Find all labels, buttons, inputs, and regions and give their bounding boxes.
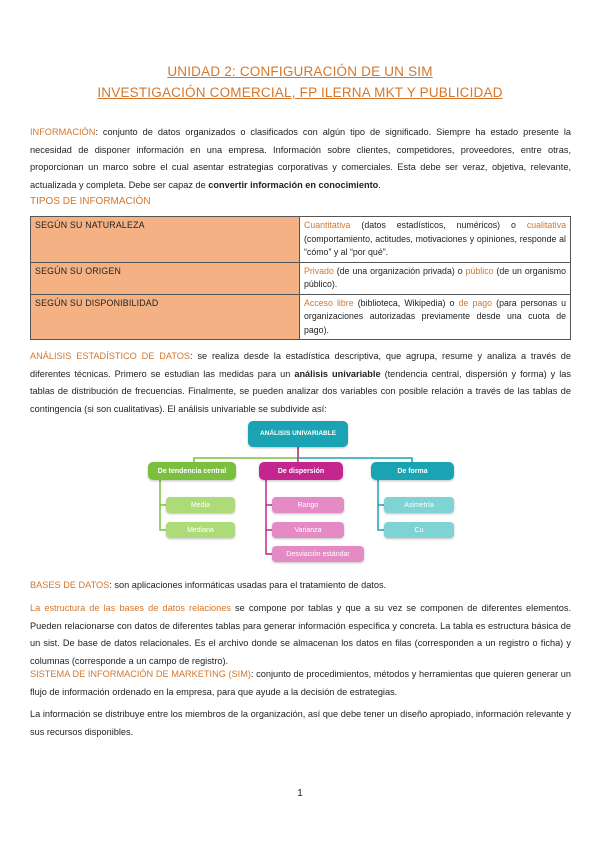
table-row bbox=[31, 294, 571, 340]
table-row bbox=[31, 262, 571, 294]
informacion-bold: convertir información en conocimiento bbox=[208, 179, 379, 190]
analisis-text1: : se realiza desde la estadística descriptiva, que agrupa, resume y analiza a través de diferentes técnicas. Primero se estudian las medidas para un bbox=[30, 351, 571, 379]
cell-text: (de una organización privada) o bbox=[333, 265, 466, 276]
cell-text: (de un organismo público). bbox=[304, 265, 566, 289]
bases-label: BASES DE DATOS bbox=[30, 580, 110, 590]
cell-text: (comportamiento, actitudes, motivaciones y opiniones, responde al “cómo” y al “por qué”. bbox=[304, 233, 566, 257]
highlight-term: público bbox=[465, 265, 494, 276]
connector-line bbox=[194, 447, 298, 462]
table-cell-right bbox=[300, 262, 571, 294]
diagram-leaf-rango: Rango bbox=[272, 497, 344, 513]
diagram-root-node: ANÁLISIS UNIVARIABLE bbox=[248, 421, 348, 447]
table-cell-left: SEGÚN SU DISPONIBILIDAD bbox=[31, 294, 300, 340]
diagram-leaf-cu: Cu bbox=[384, 522, 454, 538]
highlight-term: Privado bbox=[304, 265, 334, 276]
sim-text: : conjunto de procedimientos, métodos y herramientas que quieren generar un flujo de información ordenado en la empresa, para que ayude a la decisión de estrategias. bbox=[30, 669, 572, 697]
diagram-node-tendencia: De tendencia central bbox=[148, 462, 236, 480]
estructura-paragraph bbox=[30, 600, 571, 670]
page-title-line1: UNIDAD 2: CONFIGURACIÓN DE UN SIM bbox=[167, 64, 433, 79]
distribucion-paragraph: La información se distribuye entre los miembros de la organización, así que debe tener un diseño apropiado, información relevante y sus recursos disponibles. bbox=[30, 709, 571, 737]
diagram-leaf-desviacion: Desviación estándar bbox=[272, 546, 364, 562]
informacion-paragraph bbox=[30, 124, 571, 194]
sim-paragraph bbox=[30, 666, 571, 701]
bases-text: : son aplicaciones informáticas usadas para el tratamiento de datos. bbox=[109, 580, 387, 590]
informacion-text2: . bbox=[378, 179, 381, 190]
diagram-leaf-media: Media bbox=[166, 497, 235, 513]
highlight-term: de pago bbox=[458, 297, 493, 308]
cell-text: (para personas u organizaciones autorizadas previamente desde una cuota de pago). bbox=[304, 297, 566, 335]
highlight-term: Acceso libre bbox=[304, 297, 354, 308]
estructura-text: se compone por tablas y que a su vez se componen de diferentes elementos. Pueden relacionarse con datos de diferentes tablas para generar información específica y concreta. La tabla es estructura básica de un sist. De base de datos relacionales. Es el archivo donde se almacenan los datos en filas (corresponden a un registro o ficha) y columnas (corresponde a un campo de registro). bbox=[30, 603, 571, 666]
diagram-leaf-varianza: Varianza bbox=[272, 522, 344, 538]
analisis-bold: análisis univariable bbox=[294, 368, 381, 379]
table-row bbox=[31, 217, 571, 263]
diagram-leaf-asimetria: Asimetría bbox=[384, 497, 454, 513]
highlight-term: Cuantitativa bbox=[304, 220, 351, 230]
bases-paragraph bbox=[30, 577, 571, 595]
page-number: 1 bbox=[297, 788, 303, 799]
diagram-node-dispersion: De dispersión bbox=[259, 462, 343, 480]
diagram-leaf-mediana: Mediana bbox=[166, 522, 235, 538]
cell-text: (datos estadísticos, numéricos) o bbox=[350, 220, 527, 230]
analisis-label: ANÁLISIS ESTADÍSTICO DE DATOS bbox=[30, 351, 191, 361]
table-cell-left: SEGÚN SU ORIGEN bbox=[31, 262, 300, 294]
connector-line bbox=[266, 480, 272, 554]
table-cell-right bbox=[300, 217, 571, 263]
tipos-heading: TIPOS DE INFORMACIÓN bbox=[30, 196, 151, 207]
informacion-label: INFORMACIÓN bbox=[30, 127, 96, 137]
table-cell-left: SEGÚN SU NATURALEZA bbox=[31, 217, 300, 263]
diagram-node-forma: De forma bbox=[371, 462, 454, 480]
tipos-table bbox=[30, 216, 571, 340]
analisis-text2: (tendencia central, dispersión y forma) y las tablas de distribución de frecuencias. Finalmente, se pueden analizar dos variables con posible relación a través de las tablas de contingencia (si son cualitativas). El análisis univariable se subdivide así: bbox=[30, 368, 571, 414]
informacion-text1: : conjunto de datos organizados o clasificados con algún tipo de significado. Siempre ha estado presente la necesidad de disponer información en una empresa. Información sobre clientes, competidores, proveedores, entre otras, proporcionan un marco sobre el cual asentar estrategias corporativas y comerciales. Esta debe ser veraz, objetiva, relevante, actualizada y completa. Debe ser capaz de bbox=[30, 127, 571, 190]
estructura-label: La estructura de las bases de datos relaciones bbox=[30, 603, 231, 613]
analisis-paragraph bbox=[30, 348, 571, 418]
cell-text: (biblioteca, Wikipedia) o bbox=[353, 297, 459, 308]
sim-label: SISTEMA DE INFORMACIÓN DE MARKETING (SIM) bbox=[30, 669, 251, 679]
highlight-term: cualitativa bbox=[526, 220, 566, 230]
table-cell-right bbox=[300, 294, 571, 340]
page-title-line2: INVESTIGACIÓN COMERCIAL, FP ILERNA MKT Y PUBLICIDAD bbox=[97, 85, 503, 100]
